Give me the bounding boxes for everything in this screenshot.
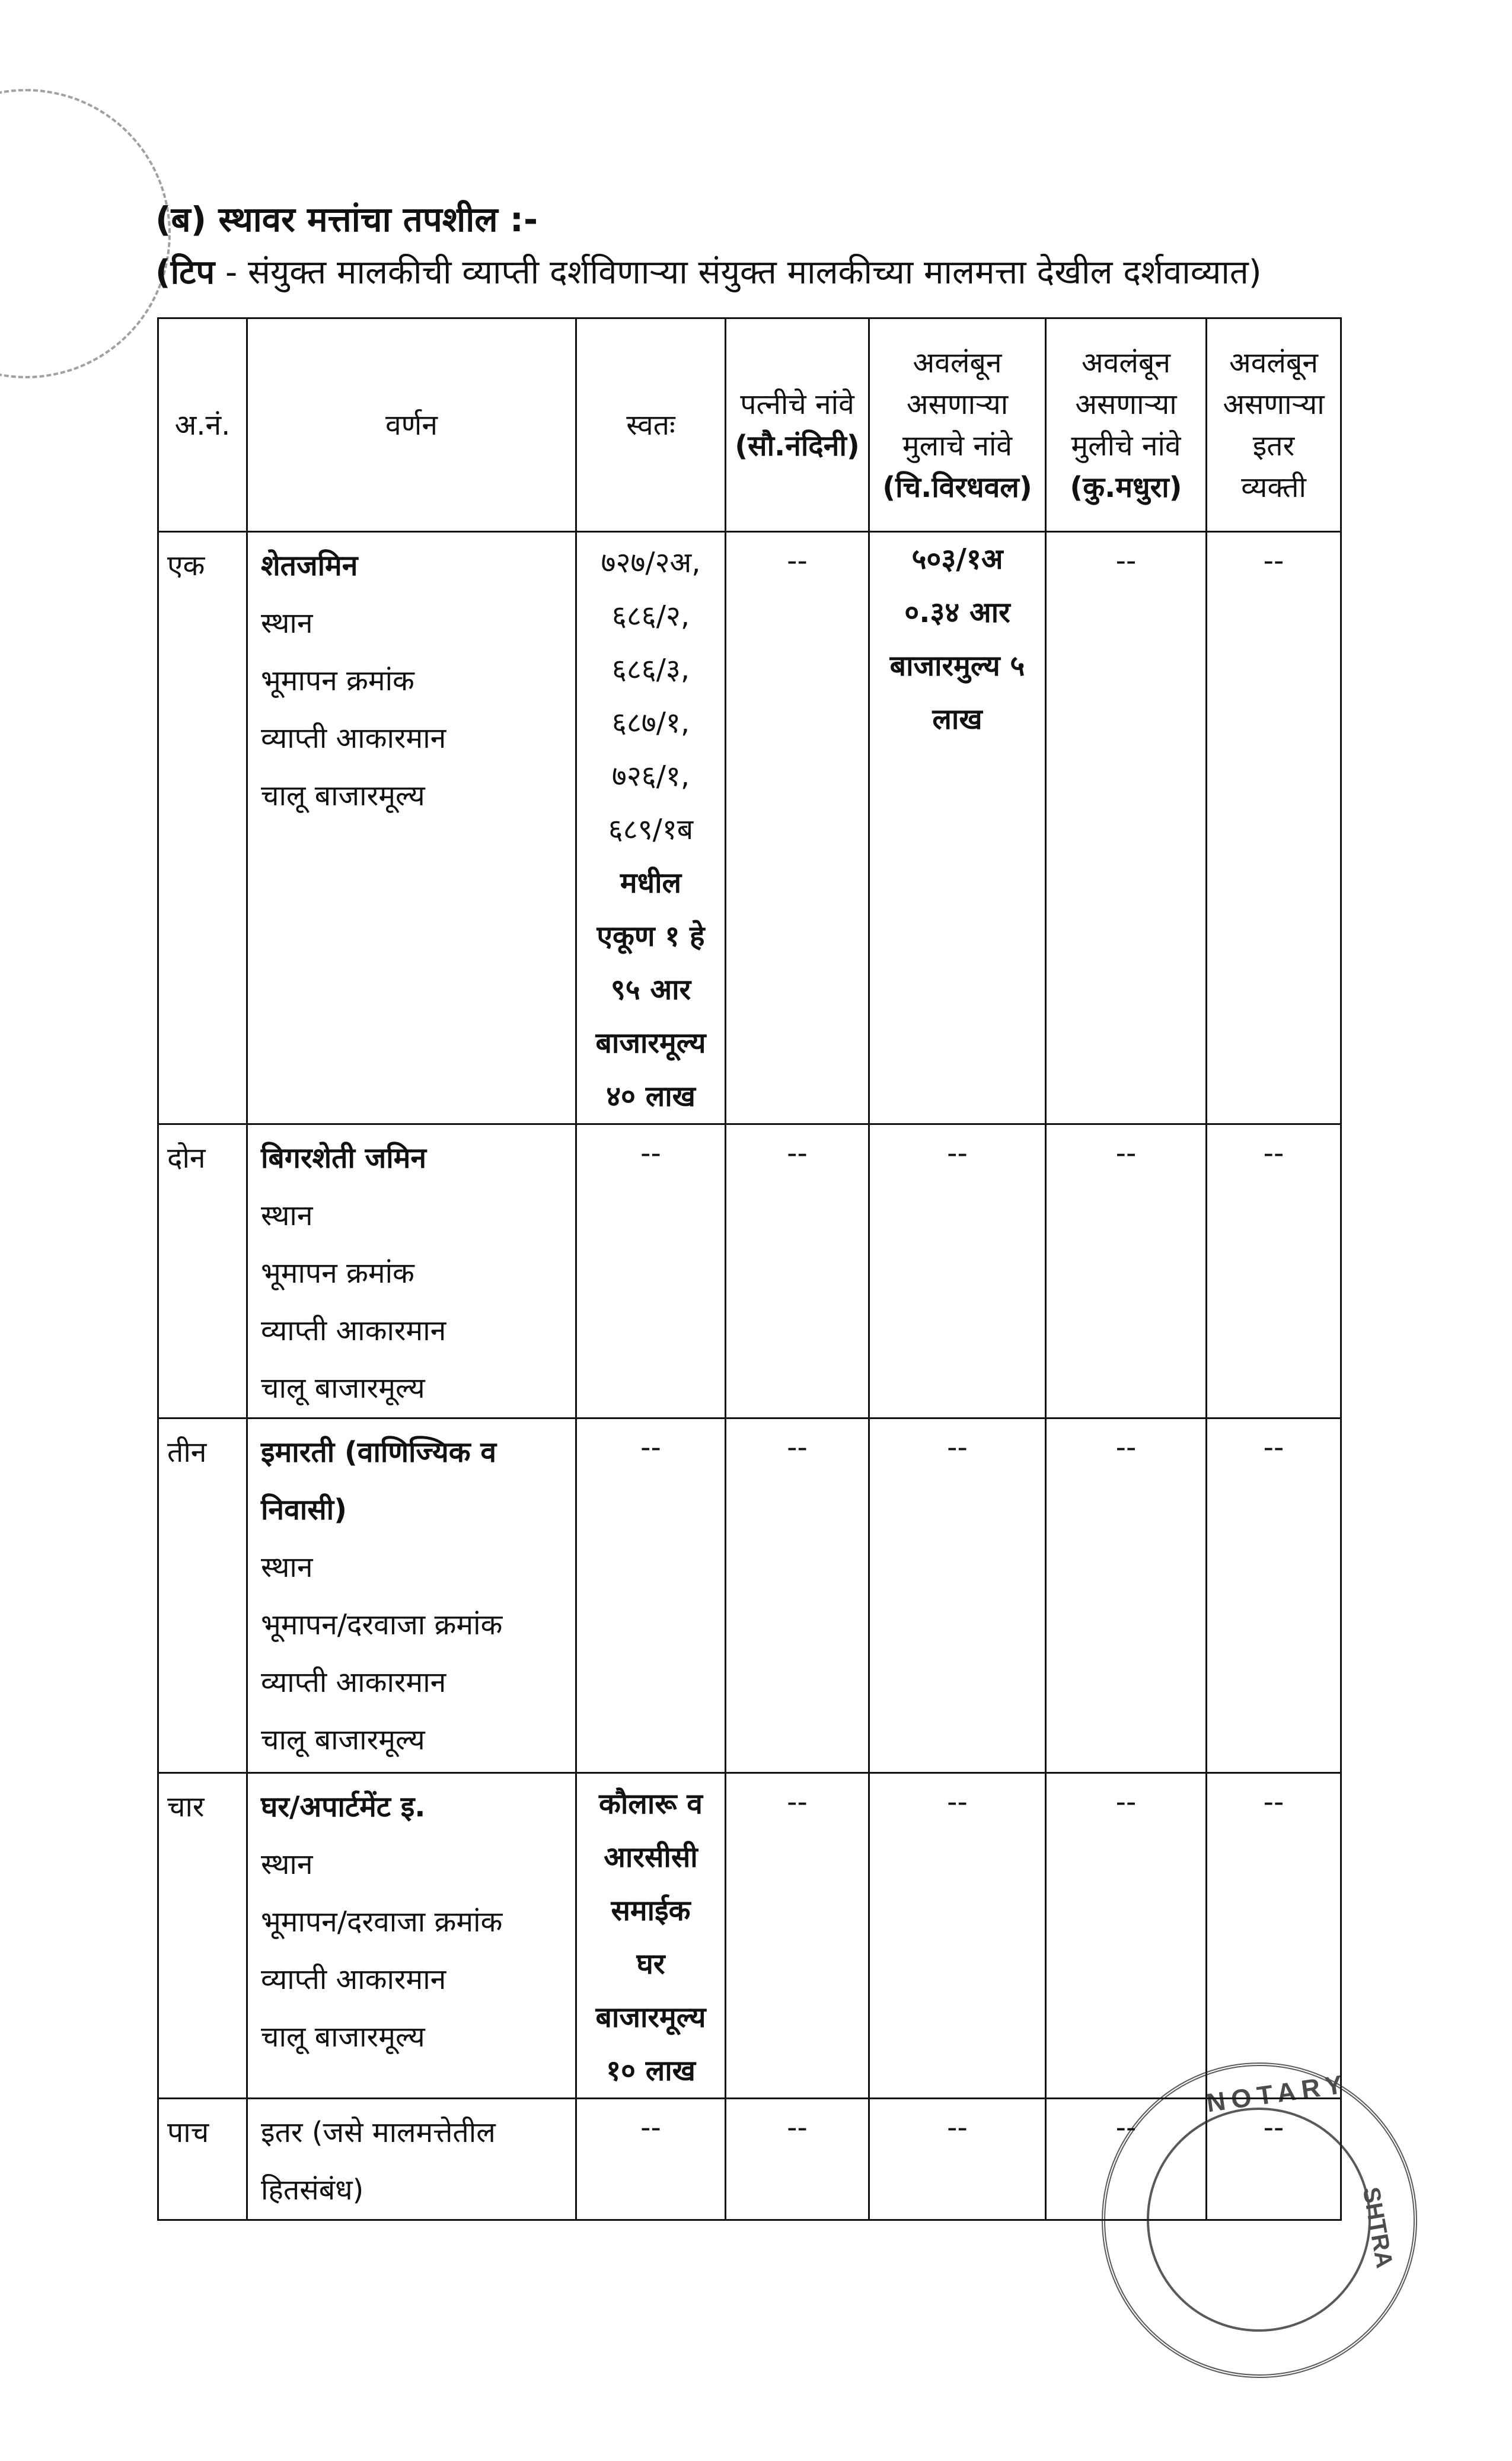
survey-number: ६८६/३, xyxy=(611,653,690,686)
row-heading: शेतजमिन xyxy=(261,549,358,582)
row-daughter-value: -- xyxy=(1046,1773,1207,2099)
row-wife-value: -- xyxy=(726,1773,869,2099)
row-serial: चार xyxy=(158,1773,247,2099)
header-description: वर्णन xyxy=(247,318,576,532)
header-son-line2: असणाऱ्या xyxy=(906,387,1009,421)
header-son xyxy=(869,318,1046,532)
row-description xyxy=(247,1124,576,1418)
row-others-value: -- xyxy=(1207,532,1341,1124)
section-title: (ब) स्थावर मत्तांचा तपशील :- xyxy=(155,199,538,240)
row-son-value xyxy=(869,532,1046,1124)
table-row xyxy=(158,532,1341,1124)
header-daughter-name: (कु.मधुरा) xyxy=(1070,470,1182,504)
row-daughter-value: -- xyxy=(1046,1124,1207,1418)
field-survey-door-number: भूमापन/दरवाजा क्रमांक xyxy=(261,1905,503,1939)
row-serial: दोन xyxy=(158,1124,247,1418)
header-daughter-line2: असणाऱ्या xyxy=(1075,387,1177,421)
self-value-text: घर xyxy=(636,1947,665,1981)
header-self: स्वतः xyxy=(576,318,726,532)
son-value-text: लाख xyxy=(932,703,983,736)
header-daughter-line3: मुलीचे नांवे xyxy=(1071,429,1181,463)
official-stamp-top-left xyxy=(0,89,171,378)
row-others-value: -- xyxy=(1207,1418,1341,1773)
row-serial: तीन xyxy=(158,1418,247,1773)
table-row xyxy=(158,1124,1341,1418)
row-self-value: -- xyxy=(576,1418,726,1773)
header-serial: अ.नं. xyxy=(158,318,247,532)
header-others-line4: व्यक्ती xyxy=(1241,470,1306,504)
self-value-text: बाजारमूल्य xyxy=(595,2001,706,2034)
self-value-text: बाजारमूल्य xyxy=(595,1027,706,1060)
self-value-text: एकूण १ हे xyxy=(596,920,705,953)
field-location: स्थान xyxy=(261,1551,313,1584)
survey-number: ७२७/२अ, xyxy=(601,546,701,579)
header-others-line2: असणाऱ्या xyxy=(1223,387,1325,421)
row-heading: इमारती (वाणिज्यिक व xyxy=(261,1436,497,1469)
field-area: व्याप्ती आकारमान xyxy=(261,1314,446,1347)
self-value-text: मधील xyxy=(620,866,682,900)
son-value-text: बाजारमुल्य ५ xyxy=(889,649,1025,683)
self-value-text: कौलारू व xyxy=(599,1787,703,1821)
header-wife-label: पत्नीचे नांवे xyxy=(740,387,854,421)
self-value-text: आरसीसी xyxy=(604,1841,698,1874)
header-wife xyxy=(726,318,869,532)
field-market-value: चालू बाजारमूल्य xyxy=(261,779,425,812)
son-value-text: ०.३४ आर xyxy=(904,596,1010,629)
section-note xyxy=(155,249,1262,297)
row-heading: इतर (जसे मालमत्तेतील xyxy=(261,2116,496,2149)
field-survey-door-number: भूमापन/दरवाजा क्रमांक xyxy=(261,1608,503,1641)
self-value-text: ९५ आर xyxy=(610,973,691,1006)
row-heading-continued: निवासी) xyxy=(261,1493,347,1526)
survey-number: ६८६/२, xyxy=(611,600,690,633)
immovable-assets-table xyxy=(157,317,1342,2221)
header-son-name: (चि.विरधवल) xyxy=(882,470,1032,504)
header-others xyxy=(1207,318,1341,532)
field-survey-number: भूमापन क्रमांक xyxy=(261,1257,414,1290)
row-heading: बिगरशेती जमिन xyxy=(261,1142,427,1175)
note-text: - संयुक्त मालकीची व्याप्ती दर्शविणाऱ्या संयुक्त मालकीच्या मालमत्ता देखील दर्शवाव्यात) xyxy=(215,253,1262,292)
self-value-text: ४० लाख xyxy=(606,1080,696,1113)
self-value-text: समाईक xyxy=(611,1894,691,1927)
field-area: व्याप्ती आकारमान xyxy=(261,1963,446,1996)
row-son-value: -- xyxy=(869,2099,1046,2220)
row-heading-continued: हितसंबंध) xyxy=(261,2173,364,2207)
row-serial: एक xyxy=(158,532,247,1124)
row-heading: घर/अपार्टमेंट इ. xyxy=(261,1790,426,1824)
field-area: व्याप्ती आकारमान xyxy=(261,1666,446,1699)
notary-stamp-region-text: SHTRA xyxy=(1357,2185,1398,2271)
survey-number: ६८७/१, xyxy=(611,706,690,739)
survey-number: ६८९/१ब xyxy=(608,813,694,846)
row-wife-value: -- xyxy=(726,1124,869,1418)
row-description xyxy=(247,1773,576,2099)
table-row xyxy=(158,1418,1341,1773)
table-header-row xyxy=(158,318,1341,532)
notary-stamp xyxy=(1102,2062,1417,2378)
notary-stamp-inner-ring xyxy=(1147,2108,1371,2332)
table-row xyxy=(158,1773,1341,2099)
row-self-value xyxy=(576,1773,726,2099)
row-description xyxy=(247,532,576,1124)
row-daughter-value: -- xyxy=(1046,2099,1207,2220)
note-prefix: (टिप xyxy=(155,253,215,292)
row-wife-value: -- xyxy=(726,2099,869,2220)
son-value-text: ५०३/१अ xyxy=(911,543,1003,576)
row-serial: पाच xyxy=(158,2099,247,2220)
header-daughter-line1: अवलंबून xyxy=(1082,346,1170,380)
header-daughter xyxy=(1046,318,1207,532)
field-market-value: चालू बाजारमूल्य xyxy=(261,1723,425,1757)
row-description xyxy=(247,2099,576,2220)
header-son-line3: मुलाचे नांवे xyxy=(902,429,1013,463)
field-area: व्याप्ती आकारमान xyxy=(261,722,446,755)
row-son-value: -- xyxy=(869,1124,1046,1418)
row-self-value xyxy=(576,532,726,1124)
survey-number: ७२६/१, xyxy=(611,760,690,793)
row-daughter-value: -- xyxy=(1046,532,1207,1124)
row-wife-value: -- xyxy=(726,532,869,1124)
field-market-value: चालू बाजारमूल्य xyxy=(261,2020,425,2054)
header-others-line1: अवलंबून xyxy=(1229,346,1318,380)
row-self-value: -- xyxy=(576,1124,726,1418)
field-location: स्थान xyxy=(261,607,313,640)
row-others-value: -- xyxy=(1207,2099,1341,2220)
row-son-value: -- xyxy=(869,1773,1046,2099)
header-others-line3: इतर xyxy=(1252,429,1295,463)
row-others-value: -- xyxy=(1207,1124,1341,1418)
row-others-value: -- xyxy=(1207,1773,1341,2099)
notary-stamp-text: NOTARY xyxy=(1204,2069,1351,2118)
row-self-value: -- xyxy=(576,2099,726,2220)
header-wife-name: (सौ.नंदिनी) xyxy=(735,429,860,463)
field-location: स्थान xyxy=(261,1199,313,1232)
field-survey-number: भूमापन क्रमांक xyxy=(261,664,414,697)
field-location: स्थान xyxy=(261,1848,313,1881)
self-value-text: १० लाख xyxy=(606,2054,696,2087)
row-daughter-value: -- xyxy=(1046,1418,1207,1773)
row-son-value: -- xyxy=(869,1418,1046,1773)
row-description xyxy=(247,1418,576,1773)
header-son-line1: अवलंबून xyxy=(913,346,1002,380)
field-market-value: चालू बाजारमूल्य xyxy=(261,1372,425,1405)
row-wife-value: -- xyxy=(726,1418,869,1773)
